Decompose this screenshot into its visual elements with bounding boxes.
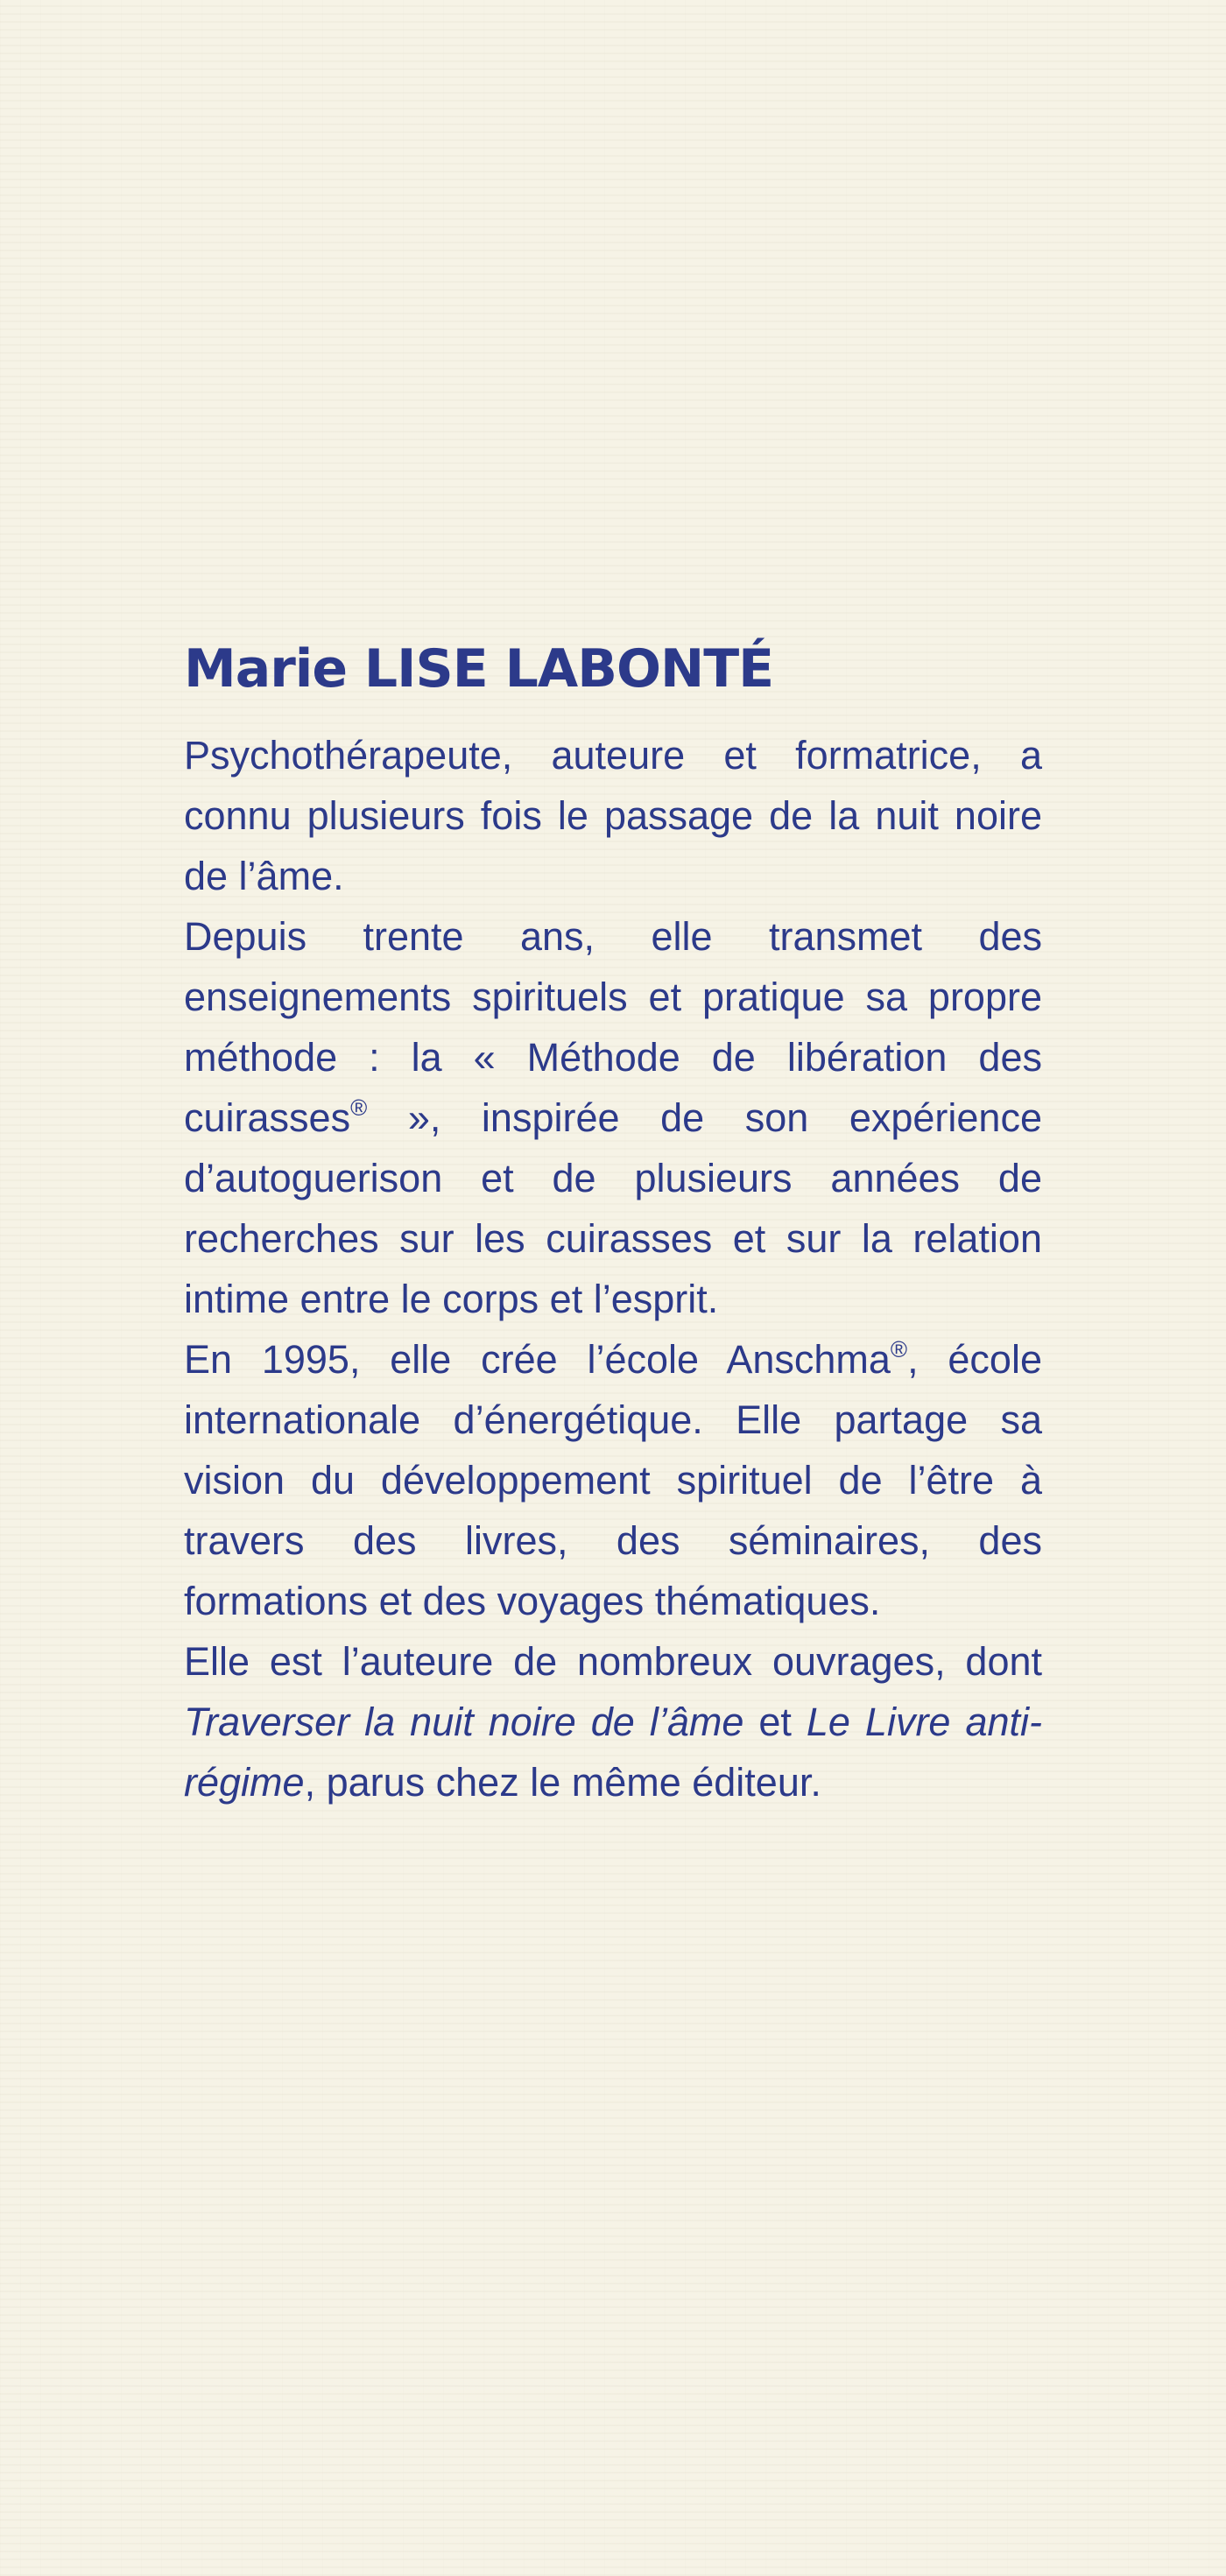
bio-school-text-end: , école internationale d’énergétique. Elle partage sa vision du développement spirituel de l’être à travers des livres, des séminaires, des formations et des voyages thématiques. bbox=[184, 1337, 1042, 1623]
bio-method-text-end: », inspirée de son expérience d’autoguerison et de plusieurs années de recherches sur les cuirasses et sur la relation intime entre le corps et l’esprit. bbox=[184, 1095, 1042, 1321]
book-title: Traverser la nuit noire de l’âme bbox=[184, 1700, 744, 1744]
bio-books-text-end: , parus chez le même éditeur. bbox=[304, 1760, 821, 1805]
registered-mark: ® bbox=[350, 1094, 368, 1121]
book-title: Le Livre anti-régime bbox=[184, 1700, 1042, 1805]
bio-paragraph-school bbox=[184, 1329, 1042, 1631]
bio-school-text-start: En 1995, elle crée l’école Anschma bbox=[184, 1337, 891, 1382]
author-name-heading: Marie LISE LABONTÉ bbox=[184, 638, 774, 700]
bio-books-text-start: Elle est l’auteure de nombreux ouvrages, dont bbox=[184, 1639, 1042, 1684]
registered-mark: ® bbox=[890, 1336, 908, 1362]
bio-paragraph-method bbox=[184, 906, 1042, 1329]
bio-method-text-start: Depuis trente ans, elle transmet des enseignements spirituels et pratique sa propre méthode : la « Méthode de libération des cuirasses bbox=[184, 914, 1042, 1140]
bio-books-conjunction: et bbox=[743, 1700, 807, 1744]
bio-intro-text: Psychothérapeute, auteure et formatrice, a connu plusieurs fois le passage de la nuit noire de l’âme. bbox=[184, 733, 1042, 898]
bio-paragraph-books bbox=[184, 1631, 1042, 1812]
bio-paragraph-intro bbox=[184, 725, 1042, 906]
author-bio-block bbox=[184, 632, 1042, 1812]
